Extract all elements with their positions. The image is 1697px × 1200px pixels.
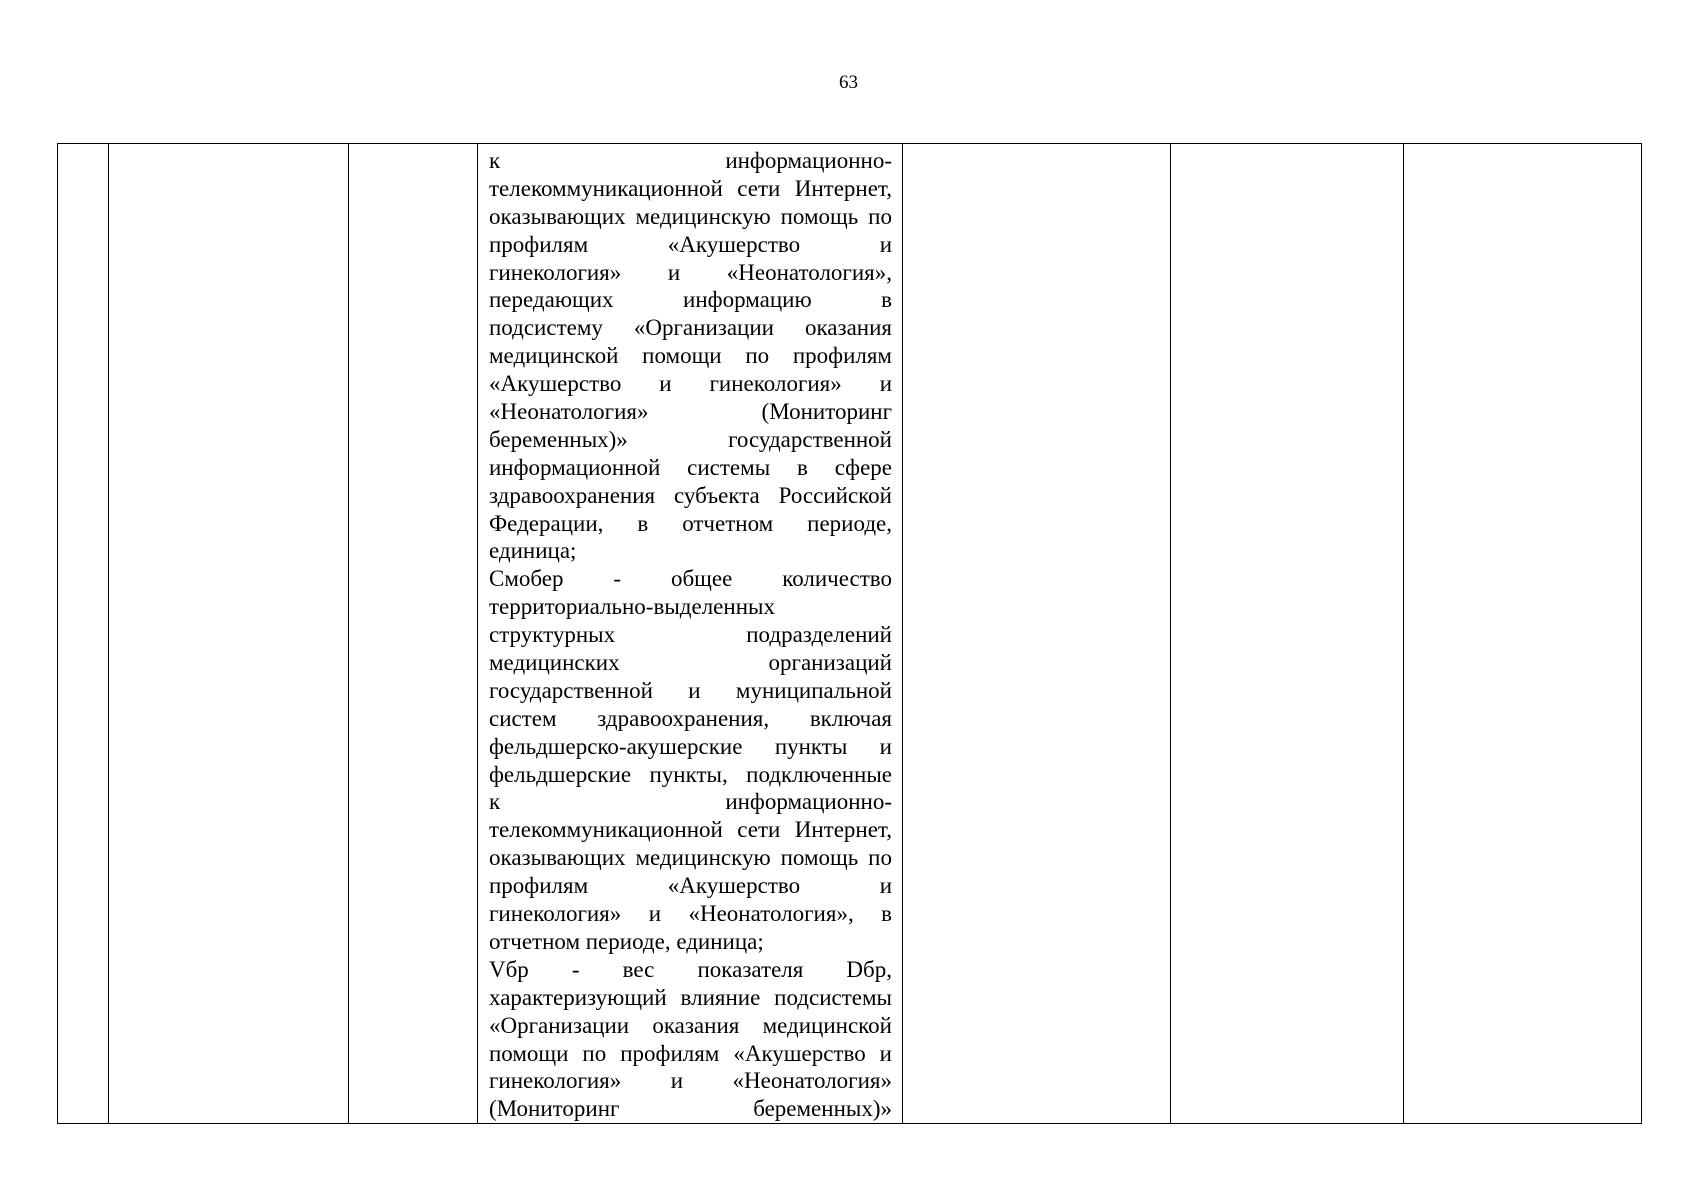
description-line: передающих информацию в [489, 287, 892, 313]
description-line: информационной системы в сфере [489, 454, 892, 480]
description-line: государственной и муниципальной [489, 677, 892, 703]
description-line: Смобер - общее количество [489, 566, 892, 592]
description-line: структурных подразделений [489, 622, 892, 648]
description-line: систем здравоохранения, включая [489, 705, 892, 731]
table-cell-extra [1404, 144, 1642, 1124]
table-cell-unit [349, 144, 478, 1124]
description-line: «Акушерство и гинекология» и [489, 371, 892, 397]
description-line: медицинской помощи по профилям [489, 343, 892, 369]
description-line: территориально-выделенных [489, 594, 775, 620]
table-cell-method-description [478, 144, 903, 1124]
description-line: отчетном периоде, единица; [489, 928, 764, 954]
description-line: фельдшерско-акушерские пункты и [489, 733, 892, 759]
description-line: фельдшерские пункты, подключенные [489, 761, 892, 787]
description-line: «Организации оказания медицинской [489, 1012, 892, 1038]
method-description-text [489, 144, 892, 1123]
description-line: гинекология» и «Неонатология», в [489, 901, 892, 927]
description-line: оказывающих медицинскую помощь по [489, 203, 892, 229]
table-cell-number [58, 144, 109, 1124]
description-line: к информационно- [489, 789, 892, 815]
description-line: к информационно- [489, 148, 892, 173]
description-line: подсистему «Организации оказания [489, 315, 892, 341]
table-row [58, 144, 1642, 1124]
description-line: профилям «Акушерство и [489, 873, 892, 899]
description-line: характеризующий влияние подсистемы [489, 984, 892, 1010]
description-line: единица; [489, 538, 577, 564]
table-cell-responsible [1171, 144, 1404, 1124]
indicator-table [57, 143, 1642, 1124]
description-line: помощи по профилям «Акушерство и [489, 1040, 892, 1066]
description-line: Vбр - вес показателя Dбр, [489, 956, 892, 982]
description-line: (Мониторинг беременных)» [489, 1096, 892, 1122]
description-line: оказывающих медицинскую помощь по [489, 845, 892, 871]
page-number: 63 [839, 72, 858, 93]
table-cell-name [109, 144, 349, 1124]
description-line: беременных)» государственной [489, 426, 892, 452]
description-line: телекоммуникационной сети Интернет, [489, 175, 892, 201]
description-line: медицинских организаций [489, 650, 892, 676]
description-line: гинекология» и «Неонатология», [489, 259, 892, 285]
description-line: профилям «Акушерство и [489, 231, 892, 257]
description-line: «Неонатология» (Мониторинг [489, 399, 892, 425]
description-line: здравоохранения субъекта Российской [489, 482, 892, 508]
description-line: телекоммуникационной сети Интернет, [489, 817, 892, 843]
description-line: Федерации, в отчетном периоде, [489, 510, 892, 536]
description-line: гинекология» и «Неонатология» [489, 1068, 892, 1094]
table-cell-source [903, 144, 1171, 1124]
